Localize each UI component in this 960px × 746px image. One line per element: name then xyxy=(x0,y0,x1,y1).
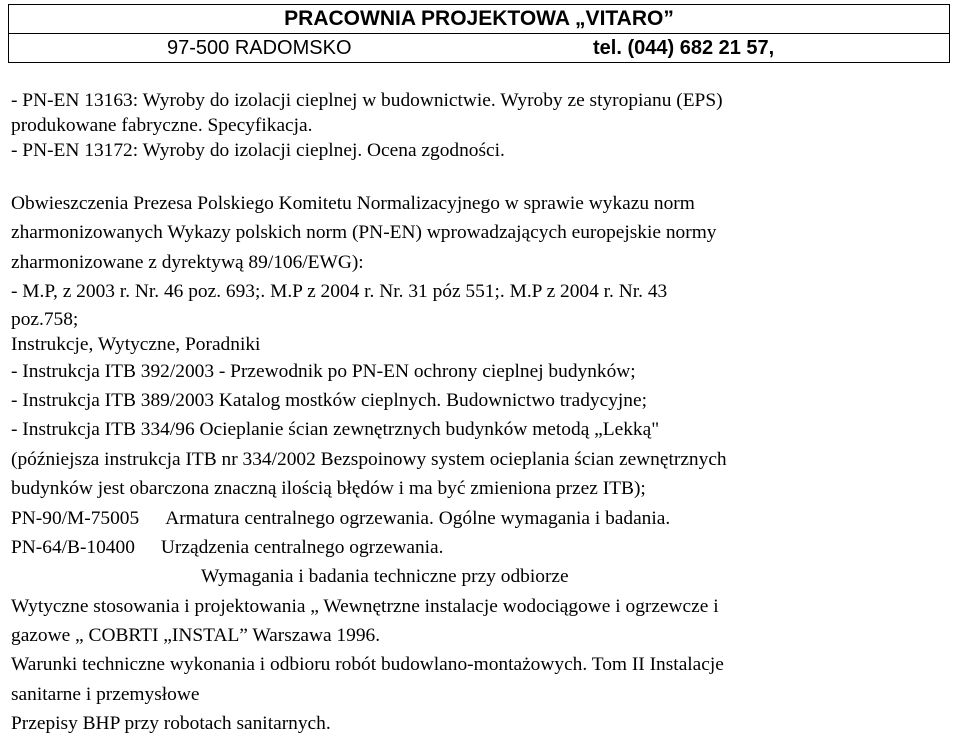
text-line: - PN-EN 13172: Wyroby do izolacji cieplnej. Ocena zgodności. xyxy=(11,140,505,161)
norm-description: Armatura centralnego ogrzewania. Ogólne wymagania i badania. xyxy=(165,507,671,529)
text-line: - Instrukcja ITB 389/2003 Katalog mostków cieplnych. Budownictwo tradycyjne; xyxy=(11,389,647,411)
letterhead xyxy=(8,4,950,63)
text-line: gazowe „ COBRTI „INSTAL” Warszawa 1996. xyxy=(11,625,381,647)
text-line: - PN-EN 13163: Wyroby do izolacji cieplnej w budownictwie. Wyroby ze styropianu (EPS) xyxy=(11,90,723,111)
text-line: Wytyczne stosowania i projektowania „ Wewnętrzne instalacje wodociągowe i ogrzewcze i xyxy=(11,595,719,617)
norm-description: Urządzenia centralnego ogrzewania. xyxy=(160,536,444,558)
text-line: budynków jest obarczona znaczną ilością błędów i ma być zmieniona przez ITB); xyxy=(11,478,646,500)
section-heading: Instrukcje, Wytyczne, Poradniki xyxy=(11,333,261,355)
text-line: poz.758; xyxy=(11,308,79,330)
letterhead-row-contact xyxy=(9,33,949,62)
text-line: Przepisy BHP przy robotach sanitarnych. xyxy=(11,713,331,735)
company-name: PRACOWNIA PROJEKTOWA „VITARO” xyxy=(284,7,674,30)
company-phone: tel. (044) 682 21 57, xyxy=(593,37,775,59)
norm-row xyxy=(11,533,956,562)
norm-code: PN-64/B-10400 xyxy=(11,536,135,558)
text-line: Warunki techniczne wykonania i odbioru robót budowlano-montażowych. Tom II Instalacje xyxy=(11,654,724,676)
document-body xyxy=(11,88,956,739)
norm-description-continued: Wymagania i badania techniczne przy odbiorze xyxy=(201,566,569,588)
norm-code: PN-90/M-75005 xyxy=(11,507,140,529)
text-line: zharmonizowane z dyrektywą 89/106/EWG): xyxy=(11,251,364,273)
text-line: - Instrukcja ITB 392/2003 - Przewodnik po PN-EN ochrony cieplnej budynków; xyxy=(11,360,636,382)
text-line: produkowane fabryczne. Specyfikacja. xyxy=(11,115,313,136)
letterhead-row-title xyxy=(9,5,949,33)
text-line: Obwieszczenia Prezesa Polskiego Komitetu Normalizacyjnego w sprawie wykazu norm xyxy=(11,193,695,214)
text-line: - Instrukcja ITB 334/96 Ocieplanie ścian zewnętrznych budynków metodą „Lekką" xyxy=(11,419,660,441)
company-address: 97-500 RADOMSKO xyxy=(167,37,352,59)
text-line: zharmonizowanych Wykazy polskich norm (PN-EN) wprowadzających europejskie normy xyxy=(11,222,717,244)
norm-row xyxy=(11,504,956,533)
text-line: - M.P, z 2003 r. Nr. 46 poz. 693;. M.P z 2004 r. Nr. 31 póz 551;. M.P z 2004 r. Nr. 43 xyxy=(11,281,668,303)
text-line: (późniejsza instrukcja ITB nr 334/2002 Bezspoinowy system ocieplania ścian zewnętrznych xyxy=(11,448,727,470)
text-line: sanitarne i przemysłowe xyxy=(11,683,200,705)
